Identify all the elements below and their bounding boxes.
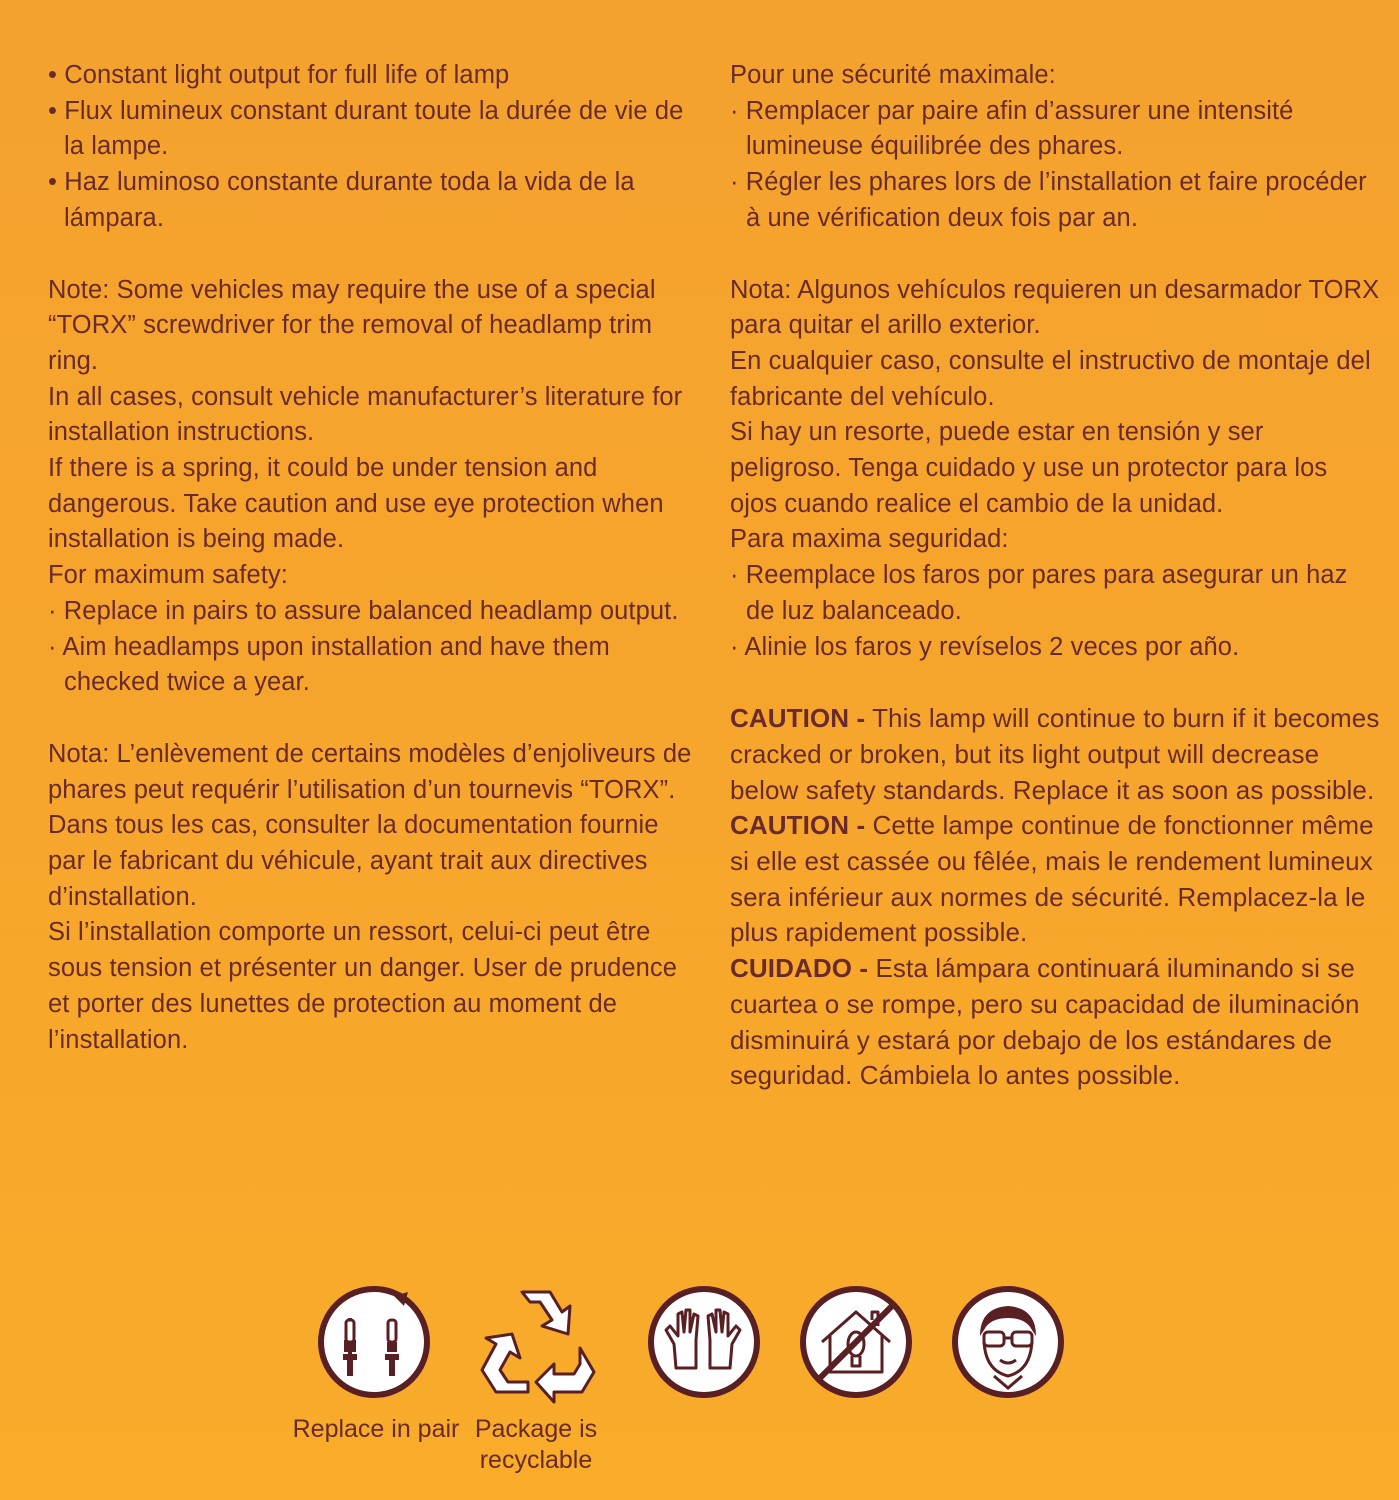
caution-en-label: CAUTION - [730, 703, 866, 734]
safety-es-1: · Reemplace los faros por pares para asegurar un haz de luz balanceado. [730, 561, 1348, 625]
note-en-label: Note: [48, 275, 110, 304]
recyclable-caption: Package is recyclable [474, 1415, 598, 1474]
left-column [48, 58, 698, 1058]
note-en-p2: In all cases, consult vehicle manufacturer’s literature for installation instructions. [48, 382, 683, 447]
caution-fr-label: CAUTION - [730, 810, 866, 841]
safety-title-en: For maximum safety: [48, 561, 288, 590]
gloves-icon [646, 1284, 762, 1400]
note-es-label: Nota: [730, 275, 792, 304]
note-es-p3: Si hay un resorte, puede estar en tensión y ser peligroso. Tenga cuidado y use un protector para los ojos cuando realice el cambio de la unidad. [730, 418, 1328, 518]
replace-in-pair-icon [316, 1284, 432, 1400]
note-en-text: Some vehicles may require the use of a special “TORX” screwdriver for the removal of headlamp trim ring. [48, 275, 656, 375]
no-indoor-use-icon [798, 1284, 914, 1400]
safety-title-es: Para maxima seguridad: [730, 525, 1009, 554]
note-es [730, 273, 1380, 344]
caution-fr [730, 808, 1380, 951]
safety-en-1: · Replace in pairs to assure balanced headlamp output. [48, 596, 679, 625]
note-fr [48, 737, 698, 808]
caution-es-text: Esta lámpara continuará iluminando si se cuartea o se rompe, pero su capacidad de iluminación disminuirá y estará por debajo de los estándares de seguridad. Cámbiela lo antes possible. [730, 953, 1360, 1091]
note-fr-p3: Si l’installation comporte un ressort, celui-ci peut être sous tension et présenter un danger. User de prudence et porter des lunettes de protection au moment de l’installation. [48, 918, 678, 1054]
recycle-icon [474, 1278, 600, 1404]
safety-fr-2: · Régler les phares lors de l’installation et faire procéder à une vérification deux fois par an. [730, 168, 1367, 232]
note-fr-p2: Dans tous les cas, consulter la documentation fournie par le fabricant du véhicule, ayant trait aux directives d’installation. [48, 811, 659, 911]
feature-fr: • Flux lumineux constant durant toute la durée de vie de la lampe. [48, 96, 684, 161]
caution-es-label: CUIDADO - [730, 953, 869, 984]
safety-fr-1: · Remplacer par paire afin d’assurer une intensité lumineuse équilibrée des phares. [730, 96, 1294, 161]
caution-en-text: This lamp will continue to burn if it becomes cracked or broken, but its light output will decrease below safety standards. Replace it as soon as possible. [730, 703, 1380, 805]
note-es-text: Algunos vehículos requieren un desarmador TORX para quitar el arillo exterior. [730, 275, 1380, 340]
icon-row [316, 1284, 1076, 1404]
note-en [48, 273, 698, 380]
eye-protection-icon [950, 1284, 1066, 1400]
caution-fr-text: Cette lampe continue de fonctionner même si elle est cassée ou fêlée, mais le rendement lumineux sera inférieur aux normes de sécurité. Remplacez-la le plus rapidement possible. [730, 810, 1374, 948]
feature-es: • Haz luminoso constante durante toda la vida de la lámpara. [48, 168, 635, 232]
safety-es-2: · Alinie los faros y revíselos 2 veces por año. [730, 632, 1240, 661]
feature-en: • Constant light output for full life of lamp [48, 61, 510, 89]
caution-es [730, 951, 1380, 1094]
replace-in-pair-caption: Replace in pair [292, 1415, 460, 1443]
note-es-p2: En cualquier caso, consulte el instructivo de montaje del fabricante del vehículo. [730, 346, 1371, 411]
note-fr-label: Nota: [48, 739, 110, 768]
safety-title-fr: Pour une sécurité maximale: [730, 61, 1056, 89]
caution-en [730, 701, 1380, 808]
right-column [730, 58, 1380, 1094]
note-fr-text: L’enlèvement de certains modèles d’enjoliveurs de phares peut requérir l’utilisation d’un tournevis “TORX”. [48, 739, 692, 804]
safety-en-2: · Aim headlamps upon installation and have them checked twice a year. [48, 632, 610, 697]
note-en-p3: If there is a spring, it could be under tension and dangerous. Take caution and use eye protection when installation is being made. [48, 454, 664, 554]
